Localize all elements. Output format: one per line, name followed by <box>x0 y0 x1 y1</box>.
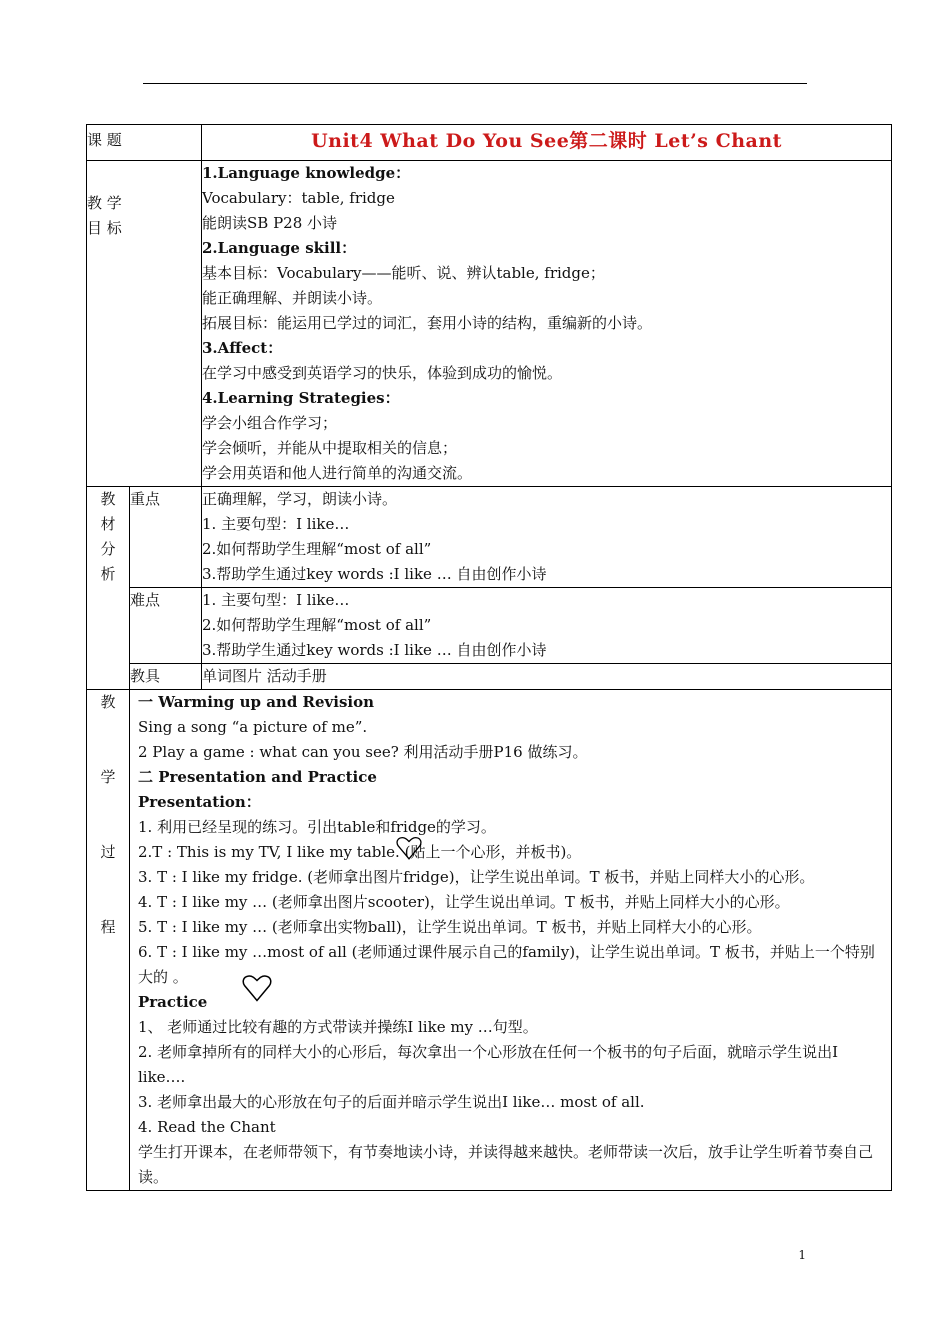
difficult-point-line: 3.帮助学生通过key words :I like … 自由创作小诗 <box>202 641 547 659</box>
process-line: Presentation： <box>138 793 261 811</box>
objective-line: 在学习中感受到英语学习的快乐，体验到成功的愉悦。 <box>202 364 563 382</box>
difficult-points-row <box>87 588 892 664</box>
difficult-point-line: 2.如何帮助学生理解“most of all” <box>202 616 432 634</box>
objective-line: Vocabulary：table, fridge <box>202 189 395 207</box>
analysis-label-char: 析 <box>100 565 116 583</box>
difficult-point-line: 1. 主要句型：I like… <box>202 591 350 609</box>
process-label-char: 程 <box>100 918 116 936</box>
key-point-line: 1. 主要句型：I like… <box>202 515 350 533</box>
objective-line: 学会倾听，并能从中提取相关的信息； <box>202 439 458 457</box>
process-label <box>87 690 130 1191</box>
process-line: 2 Play a game : what can you see? 利用活动手册P16 做练习。 <box>138 743 588 761</box>
lesson-title-cell <box>202 125 892 161</box>
title-row <box>87 125 892 161</box>
objective-line: 能朗读SB P28 小诗 <box>202 214 338 232</box>
objectives-label-line2: 目 标 <box>87 219 122 237</box>
aids-row <box>87 664 892 690</box>
difficult-points-label <box>130 588 202 664</box>
key-point-line: 2.如何帮助学生理解“most of all” <box>202 540 432 558</box>
heart-icon <box>396 836 422 860</box>
process-line: 3. T : I like my fridge. (老师拿出图片fridge)，让学生说出单词。T 板书，并贴上同样大小的心形。 <box>138 868 815 886</box>
big-heart-icon <box>242 974 272 1002</box>
key-points-label-text: 重点 <box>130 490 161 508</box>
process-line: 一 Warming up and Revision <box>138 693 375 711</box>
process-line: Practice <box>138 993 208 1011</box>
process-line: 3. 老师拿出最大的心形放在句子的后面并暗示学生说出I like… most of all. <box>138 1093 645 1111</box>
objective-line: 学会小组合作学习； <box>202 414 338 432</box>
difficult-points-content <box>202 588 892 664</box>
objective-line: 3.Affect： <box>202 339 283 357</box>
objective-line: 基本目标：Vocabulary——能听、说、辨认table, fridge； <box>202 264 605 282</box>
key-points-row <box>87 487 892 588</box>
subject-label-text: 课 题 <box>87 131 122 149</box>
objective-line: 1.Language knowledge： <box>202 164 411 182</box>
lesson-plan-table <box>86 124 892 1191</box>
objectives-label-line1: 教 学 <box>87 194 122 212</box>
process-line: 1、 老师通过比较有趣的方式带读并操练I like my …句型。 <box>138 1018 538 1036</box>
key-points-content <box>202 487 892 588</box>
process-line: 二 Presentation and Practice <box>138 768 377 786</box>
process-line: 1. 利用已经呈现的练习。引出table和fridge的学习。 <box>138 818 496 836</box>
key-point-line: 正确理解，学习，朗读小诗。 <box>202 490 398 508</box>
objective-line: 4.Learning Strategies： <box>202 389 400 407</box>
aids-label <box>130 664 202 690</box>
analysis-label-char: 教 <box>100 490 116 508</box>
process-line: 5. T : I like my … (老师拿出实物ball)，让学生说出单词。T 板书，并贴上同样大小的心形。 <box>138 918 762 936</box>
objective-line: 2.Language skill： <box>202 239 357 257</box>
difficult-points-label-text: 难点 <box>130 591 161 609</box>
objectives-content <box>202 161 892 487</box>
subject-label <box>87 125 202 161</box>
process-label-char: 教 <box>100 693 116 711</box>
process-list <box>138 690 883 1190</box>
aids-text: 单词图片 活动手册 <box>202 667 327 685</box>
objective-line: 能正确理解、并朗读小诗。 <box>202 289 383 307</box>
analysis-label-char: 材 <box>100 515 116 533</box>
objective-line: 学会用英语和他人进行简单的沟通交流。 <box>202 464 473 482</box>
process-content <box>130 690 892 1191</box>
process-line: 2.T : This is my TV, I like my table. (贴上一个心形，并板书)。 <box>138 840 883 865</box>
lesson-title: Unit4 What Do You See第二课时 Let’s Chant <box>311 130 782 152</box>
aids-label-text: 教具 <box>130 667 161 685</box>
header-rule <box>143 83 807 84</box>
objective-line: 拓展目标：能运用已学过的词汇，套用小诗的结构，重编新的小诗。 <box>202 314 653 332</box>
process-line: 学生打开课本，在老师带领下，有节奏地读小诗，并读得越来越快。老师带读一次后，放手让学生听着节奏自己读。 <box>138 1143 874 1186</box>
page-number: 1 <box>798 1248 806 1262</box>
key-points-label <box>130 487 202 588</box>
process-line: Sing a song “a picture of me”. <box>138 718 368 736</box>
analysis-label <box>87 487 130 690</box>
objectives-row <box>87 161 892 487</box>
process-line: 2. 老师拿掉所有的同样大小的心形后，每次拿出一个心形放在任何一个板书的句子后面，就暗示学生说出I like…. <box>138 1043 839 1086</box>
process-line: 6. T : I like my …most of all (老师通过课件展示自己的family)，让学生说出单词。T 板书，并贴上一个特别大的 。 <box>138 940 883 990</box>
aids-content <box>202 664 892 690</box>
objectives-label <box>87 161 202 487</box>
process-row <box>87 690 892 1191</box>
process-line: 4. T : I like my … (老师拿出图片scooter)，让学生说出单词。T 板书，并贴上同样大小的心形。 <box>138 893 790 911</box>
analysis-label-char: 分 <box>100 540 116 558</box>
key-point-line: 3.帮助学生通过key words :I like … 自由创作小诗 <box>202 565 547 583</box>
process-label-char: 学 <box>100 768 116 786</box>
objectives-list <box>202 161 891 486</box>
process-line: 4. Read the Chant <box>138 1118 276 1136</box>
process-label-char: 过 <box>100 843 116 861</box>
